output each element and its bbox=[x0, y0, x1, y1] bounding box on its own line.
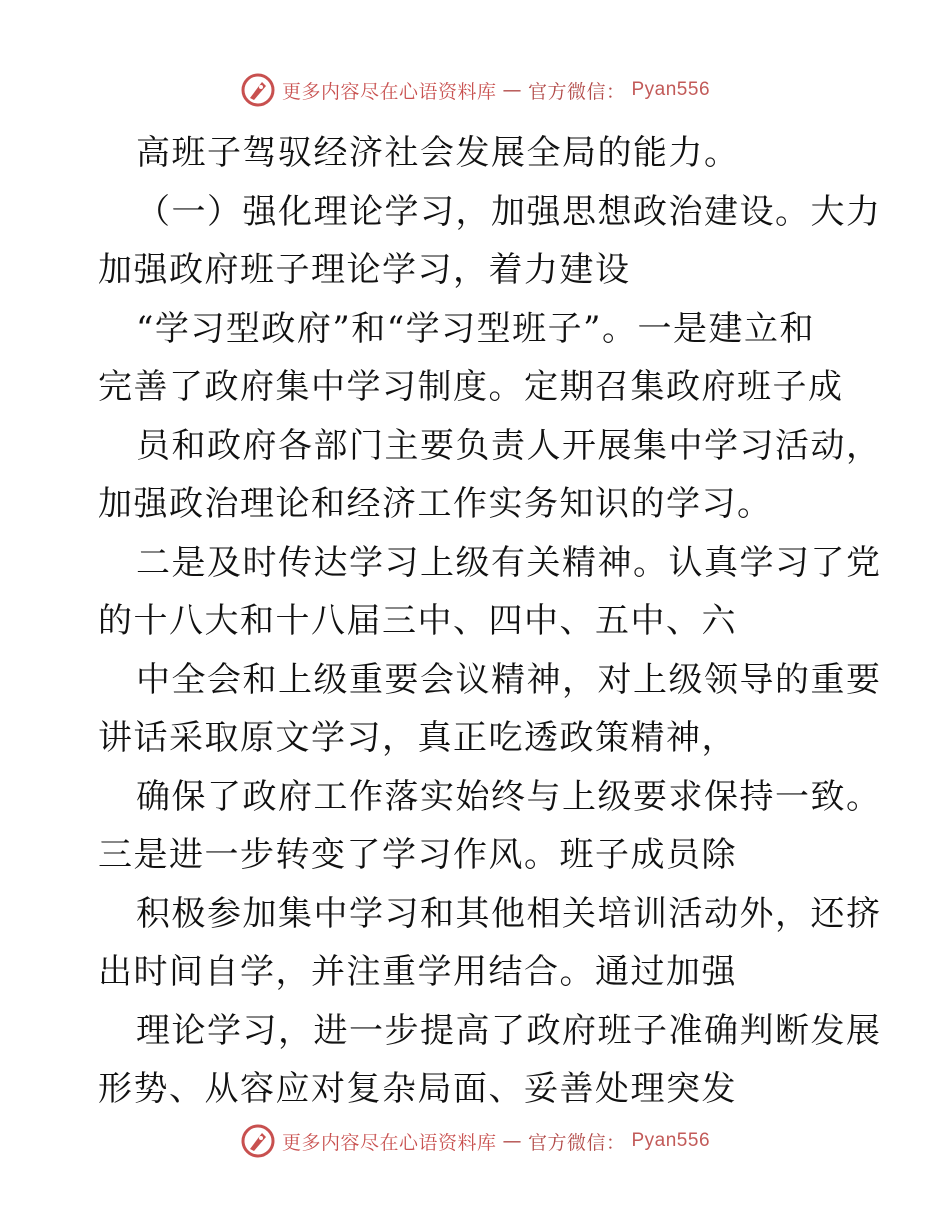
text-line: 的十八大和十八届三中、四中、五中、六 bbox=[98, 601, 737, 641]
text-line: 完善了政府集中学习制度。定期召集政府班子成 bbox=[98, 367, 844, 407]
watermark-main-text: 更多内容尽在心语资料库 bbox=[281, 1131, 497, 1154]
watermark-separator: — bbox=[502, 79, 522, 101]
text-line: 确保了政府工作落实始终与上级要求保持一致。 bbox=[136, 776, 882, 817]
text-line: 高班子驾驭经济社会发展全局的能力。 bbox=[136, 133, 740, 173]
text-line: 中全会和上级重要会议精神，对上级领导的重要 bbox=[136, 659, 882, 700]
text-line: （一）强化理论学习，加强思想政治建设。大力 bbox=[136, 191, 882, 232]
document-body bbox=[98, 124, 882, 1119]
pen-nib-icon bbox=[240, 72, 276, 108]
text-line: 加强政府班子理论学习，着力建设 bbox=[98, 250, 631, 290]
text-line: 员和政府各部门主要负责人开展集中学习活动， bbox=[136, 425, 882, 466]
footer-watermark bbox=[0, 1121, 950, 1161]
text-line: 三是进一步转变了学习作风。班子成员除 bbox=[98, 835, 737, 875]
watermark-separator: — bbox=[502, 1130, 522, 1152]
text-line: 加强政治理论和经济工作实务知识的学习。 bbox=[98, 484, 773, 524]
watermark-contact-label: 官方微信： bbox=[527, 80, 626, 103]
watermark-main-text: 更多内容尽在心语资料库 bbox=[281, 80, 497, 103]
text-line: 讲话采取原文学习，真正吃透政策精神， bbox=[98, 718, 737, 758]
header-watermark bbox=[0, 70, 950, 110]
text-line: “学习型政府”和“学习型班子”。一是建立和 bbox=[136, 308, 816, 349]
watermark-wechat-id: Pyan556 bbox=[631, 1130, 711, 1151]
watermark-wechat-id: Pyan556 bbox=[631, 79, 711, 100]
text-line: 出时间自学，并注重学用结合。通过加强 bbox=[98, 952, 737, 992]
text-line: 形势、从容应对复杂局面、妥善处理突发 bbox=[98, 1069, 737, 1109]
text-line: 二是及时传达学习上级有关精神。认真学习了党 bbox=[136, 542, 882, 583]
text-line: 积极参加集中学习和其他相关培训活动外，还挤 bbox=[136, 893, 882, 934]
pen-nib-icon bbox=[240, 1123, 276, 1159]
text-line: 理论学习，进一步提高了政府班子准确判断发展 bbox=[136, 1010, 882, 1051]
watermark-contact-label: 官方微信： bbox=[527, 1131, 626, 1154]
